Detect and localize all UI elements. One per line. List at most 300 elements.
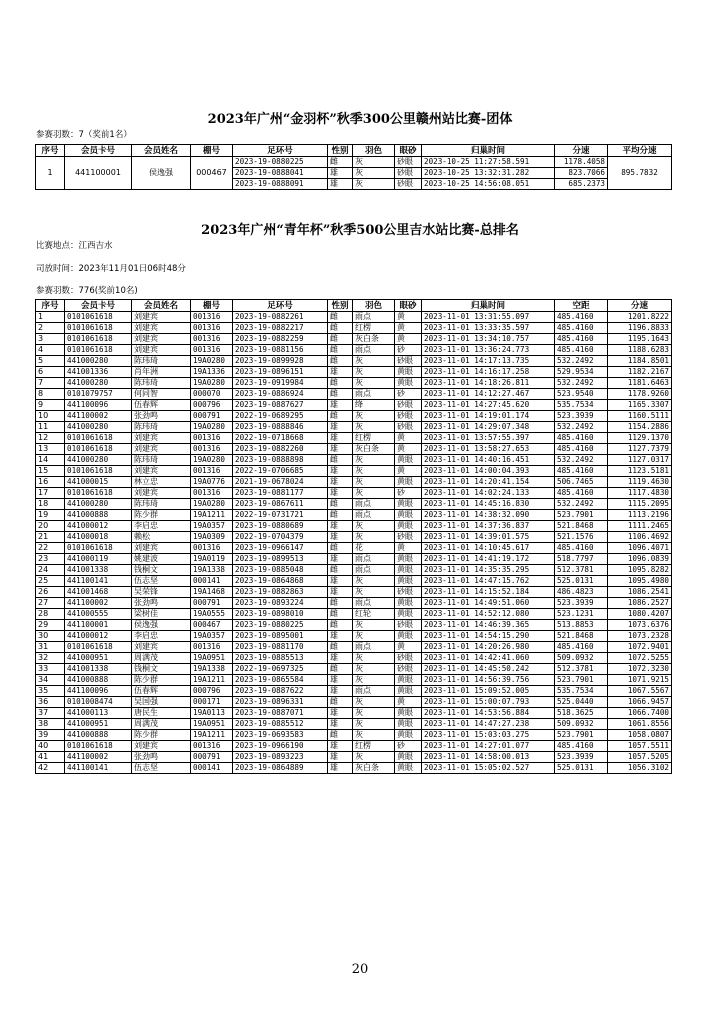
cell-sex: 雌: [328, 345, 353, 356]
cell-seq: 3: [36, 334, 65, 345]
cell-time: 2023-11-01 14:00:04.393: [422, 466, 555, 477]
cell-color: 灰: [353, 532, 395, 543]
cell-ring: 2023-19-0864889: [233, 763, 328, 774]
cell-time: 2023-11-01 14:27:45.620: [422, 400, 555, 411]
cell-name: 吴国强: [132, 697, 191, 708]
cell-distance: 523.1231: [555, 609, 608, 620]
cell-loft: 19A0280: [191, 378, 233, 389]
cell-distance: 525.0131: [555, 576, 608, 587]
cell-distance: 521.8468: [555, 631, 608, 642]
cell-sex: 雄: [328, 444, 353, 455]
cell-ring: 2023-19-0881177: [233, 488, 328, 499]
cell-card: 441000280: [65, 356, 132, 367]
column-header: 会员姓名: [132, 300, 191, 312]
cell-ring: 2023-19-0880225: [233, 620, 328, 631]
cell-time: 2023-11-01 13:31:55.097: [422, 312, 555, 323]
cell-speed: 1096.0839: [608, 554, 672, 565]
cell-eye: 黄眼: [395, 730, 422, 741]
cell-sex: 雄: [328, 532, 353, 543]
cell-speed: 1086.2541: [608, 587, 672, 598]
cell-ring: 2023-19-0966190: [233, 741, 328, 752]
cell-ring: 2022-19-0718668: [233, 433, 328, 444]
cell-eye: 黄眼: [395, 565, 422, 576]
cell-speed: 823.7066: [555, 168, 608, 179]
cell-loft: 19A0357: [191, 631, 233, 642]
cell-time: 2023-11-01 14:52:12.080: [422, 609, 555, 620]
cell-seq: 28: [36, 609, 65, 620]
cell-name: 陈玮琦: [132, 422, 191, 433]
cell-name: 刘建宾: [132, 444, 191, 455]
cell-sex: 雄: [328, 422, 353, 433]
cell-sex: 雄: [328, 675, 353, 686]
cell-color: 雨点: [353, 686, 395, 697]
cell-distance: 535.7534: [555, 686, 608, 697]
team-participants: 参赛羽数：7（奖前1名）: [36, 130, 132, 140]
cell-card: 441001336: [65, 367, 132, 378]
cell-color: 灰: [353, 521, 395, 532]
cell-card: 441001338: [65, 565, 132, 576]
cell-card: 0101061618: [65, 433, 132, 444]
cell-name: 侯逸强: [132, 157, 191, 190]
cell-color: 灰白条: [353, 444, 395, 455]
cell-ring: 2021-19-0678024: [233, 477, 328, 488]
cell-color: 灰: [353, 752, 395, 763]
cell-seq: 18: [36, 499, 65, 510]
cell-eye: 黄眼: [395, 499, 422, 510]
table-row: [36, 157, 672, 168]
cell-card: 441000888: [65, 510, 132, 521]
table-row: [36, 345, 672, 356]
table-row: [36, 752, 672, 763]
cell-speed: 1182.2167: [608, 367, 672, 378]
cell-name: 刘建宾: [132, 323, 191, 334]
table-row: [36, 730, 672, 741]
cell-eye: 黄眼: [395, 719, 422, 730]
cell-speed: 1086.2527: [608, 598, 672, 609]
cell-color: 雨点: [353, 565, 395, 576]
cell-eye: 砂: [395, 345, 422, 356]
cell-seq: 13: [36, 444, 65, 455]
cell-loft: 19A0119: [191, 554, 233, 565]
column-header: 足环号: [233, 145, 328, 157]
cell-loft: 000796: [191, 686, 233, 697]
cell-name: 伍志坚: [132, 763, 191, 774]
cell-card: 441000888: [65, 675, 132, 686]
cell-seq: 23: [36, 554, 65, 565]
cell-ring: 2023-19-0881156: [233, 345, 328, 356]
cell-distance: 521.1576: [555, 532, 608, 543]
cell-seq: 1: [36, 157, 65, 190]
cell-seq: 15: [36, 466, 65, 477]
cell-seq: 19: [36, 510, 65, 521]
table-row: [36, 664, 672, 675]
cell-loft: 19A0951: [191, 719, 233, 730]
cell-ring: 2022-19-0704379: [233, 532, 328, 543]
cell-speed: 1123.5181: [608, 466, 672, 477]
cell-time: 2023-11-01 14:42:41.060: [422, 653, 555, 664]
cell-name: 张劲鸣: [132, 598, 191, 609]
cell-eye: 黄眼: [395, 675, 422, 686]
cell-speed: 1072.9401: [608, 642, 672, 653]
cell-eye: 黄: [395, 433, 422, 444]
cell-eye: 黄: [395, 312, 422, 323]
cell-name: 周满茂: [132, 653, 191, 664]
cell-card: 441100096: [65, 400, 132, 411]
cell-sex: 雌: [328, 157, 353, 168]
cell-card: 441000012: [65, 631, 132, 642]
cell-name: 刘建宾: [132, 345, 191, 356]
cell-distance: 485.4160: [555, 444, 608, 455]
cell-distance: 532.2492: [555, 378, 608, 389]
table-row: [36, 411, 672, 422]
cell-name: 刘建宾: [132, 433, 191, 444]
cell-seq: 5: [36, 356, 65, 367]
cell-seq: 29: [36, 620, 65, 631]
cell-name: 刘建宾: [132, 466, 191, 477]
cell-distance: 485.4160: [555, 741, 608, 752]
cell-sex: 雄: [328, 477, 353, 488]
cell-ring: 2023-19-0867611: [233, 499, 328, 510]
team-title: 2023年广州“金羽杯”秋季300公里赣州站比赛-团体: [207, 112, 513, 127]
cell-ring: 2023-19-0888091: [233, 179, 328, 190]
cell-ring: 2023-19-0885513: [233, 653, 328, 664]
cell-eye: 砂: [395, 741, 422, 752]
cell-time: 2023-11-01 14:29:07.348: [422, 422, 555, 433]
column-header: 棚号: [191, 300, 233, 312]
cell-ring: 2023-19-0895001: [233, 631, 328, 642]
cell-distance: 485.4160: [555, 323, 608, 334]
table-row: [36, 334, 672, 345]
cell-ring: 2023-19-0693583: [233, 730, 328, 741]
cell-speed: 1057.5511: [608, 741, 672, 752]
cell-ring: 2023-19-0888898: [233, 455, 328, 466]
cell-color: 灰: [353, 411, 395, 422]
cell-seq: 7: [36, 378, 65, 389]
cell-name: 刘建宾: [132, 312, 191, 323]
cell-ring: 2022-19-0706685: [233, 466, 328, 477]
cell-seq: 16: [36, 477, 65, 488]
cell-speed: 1058.0807: [608, 730, 672, 741]
cell-sex: 雌: [328, 378, 353, 389]
cell-time: 2023-11-01 13:36:24.773: [422, 345, 555, 356]
cell-card: 0101061618: [65, 642, 132, 653]
cell-loft: 000791: [191, 411, 233, 422]
cell-ring: 2023-19-0885048: [233, 565, 328, 576]
column-header: 眼砂: [395, 300, 422, 312]
cell-time: 2023-10-25 14:56:08.051: [422, 179, 555, 190]
table-row: [36, 620, 672, 631]
cell-loft: 001316: [191, 312, 233, 323]
cell-loft: 19A1211: [191, 730, 233, 741]
column-header: 归巢时间: [422, 300, 555, 312]
cell-seq: 12: [36, 433, 65, 444]
table-row: [36, 323, 672, 334]
table-row: [36, 576, 672, 587]
column-header: 会员姓名: [132, 145, 191, 157]
table-row: [36, 554, 672, 565]
cell-name: 张劲鸣: [132, 411, 191, 422]
cell-card: 0101079757: [65, 389, 132, 400]
table-row: [36, 521, 672, 532]
cell-seq: 37: [36, 708, 65, 719]
cell-sex: 雌: [328, 664, 353, 675]
table-row: [36, 598, 672, 609]
cell-seq: 31: [36, 642, 65, 653]
cell-eye: 砂眼: [395, 587, 422, 598]
cell-speed: 1095.4980: [608, 576, 672, 587]
cell-ring: 2023-19-0899928: [233, 356, 328, 367]
cell-avg: 895.7832: [608, 157, 672, 190]
cell-color: 灰: [353, 719, 395, 730]
cell-card: 441100141: [65, 576, 132, 587]
cell-seq: 40: [36, 741, 65, 752]
cell-time: 2023-11-01 14:18:26.811: [422, 378, 555, 389]
cell-card: 441000012: [65, 521, 132, 532]
cell-color: 雨点: [353, 499, 395, 510]
cell-ring: 2023-19-0919984: [233, 378, 328, 389]
cell-color: 灰: [353, 378, 395, 389]
column-header: 足环号: [233, 300, 328, 312]
cell-eye: 黄眼: [395, 367, 422, 378]
cell-card: 441000280: [65, 378, 132, 389]
cell-time: 2023-11-01 15:03:03.275: [422, 730, 555, 741]
cell-speed: 1111.2465: [608, 521, 672, 532]
column-header: 棚号: [191, 145, 233, 157]
cell-color: 灰: [353, 477, 395, 488]
cell-seq: 34: [36, 675, 65, 686]
cell-card: 441100002: [65, 598, 132, 609]
cell-card: 441000015: [65, 477, 132, 488]
cell-name: 刘建宾: [132, 543, 191, 554]
cell-ring: 2023-19-0886924: [233, 389, 328, 400]
cell-sex: 雄: [328, 708, 353, 719]
cell-sex: 雌: [328, 411, 353, 422]
cell-loft: 000171: [191, 697, 233, 708]
cell-name: 陈玮琦: [132, 378, 191, 389]
cell-eye: 黄: [395, 323, 422, 334]
cell-sex: 雄: [328, 466, 353, 477]
cell-time: 2023-11-01 13:58:27.653: [422, 444, 555, 455]
cell-ring: 2023-19-0882863: [233, 587, 328, 598]
cell-speed: 1056.3102: [608, 763, 672, 774]
cell-time: 2023-11-01 14:39:01.575: [422, 532, 555, 543]
cell-loft: 19A1336: [191, 367, 233, 378]
cell-speed: 1080.4207: [608, 609, 672, 620]
cell-speed: 1117.4830: [608, 488, 672, 499]
cell-eye: 黄眼: [395, 708, 422, 719]
table-row: [36, 356, 672, 367]
cell-color: 灰: [353, 422, 395, 433]
cell-color: 雨点: [353, 312, 395, 323]
table-row: [36, 444, 672, 455]
cell-seq: 14: [36, 455, 65, 466]
cell-color: 灰: [353, 697, 395, 708]
cell-seq: 20: [36, 521, 65, 532]
cell-sex: 雌: [328, 499, 353, 510]
cell-ring: 2022-19-0697325: [233, 664, 328, 675]
cell-name: 陈玮琦: [132, 356, 191, 367]
cell-seq: 42: [36, 763, 65, 774]
cell-sex: 雌: [328, 620, 353, 631]
column-header: 羽色: [353, 300, 395, 312]
cell-color: 灰: [353, 455, 395, 466]
cell-color: 灰: [353, 488, 395, 499]
cell-speed: 1061.8556: [608, 719, 672, 730]
cell-speed: 1188.6283: [608, 345, 672, 356]
cell-name: 姚建波: [132, 554, 191, 565]
cell-time: 2023-10-25 11:27:58.591: [422, 157, 555, 168]
cell-card: 441100002: [65, 411, 132, 422]
cell-distance: 485.4160: [555, 488, 608, 499]
cell-sex: 雌: [328, 455, 353, 466]
cell-seq: 9: [36, 400, 65, 411]
cell-sex: 雄: [328, 752, 353, 763]
cell-color: 红楞: [353, 741, 395, 752]
cell-speed: 1201.8222: [608, 312, 672, 323]
cell-loft: 001316: [191, 334, 233, 345]
cell-loft: 19A1338: [191, 664, 233, 675]
cell-time: 2023-11-01 14:15:52.184: [422, 587, 555, 598]
cell-card: 441100001: [65, 157, 132, 190]
cell-seq: 22: [36, 543, 65, 554]
cell-distance: 513.8853: [555, 620, 608, 631]
cell-eye: 砂眼: [395, 157, 422, 168]
cell-distance: 485.4160: [555, 466, 608, 477]
cell-sex: 雄: [328, 488, 353, 499]
cell-seq: 10: [36, 411, 65, 422]
cell-name: 伍志坚: [132, 576, 191, 587]
cell-sex: 雌: [328, 356, 353, 367]
cell-card: 441100002: [65, 752, 132, 763]
table-row: [36, 686, 672, 697]
cell-ring: 2023-19-0893223: [233, 752, 328, 763]
cell-time: 2023-11-01 13:34:10.757: [422, 334, 555, 345]
cell-name: 吴荣锋: [132, 587, 191, 598]
table-row: [36, 422, 672, 433]
cell-ring: 2023-19-0893224: [233, 598, 328, 609]
table-row: [36, 389, 672, 400]
column-header: 眼砂: [395, 145, 422, 157]
cell-card: 441000951: [65, 653, 132, 664]
cell-card: 441000280: [65, 455, 132, 466]
cell-ring: 2023-19-0887627: [233, 400, 328, 411]
cell-seq: 4: [36, 345, 65, 356]
cell-loft: 001316: [191, 345, 233, 356]
table-row: [36, 378, 672, 389]
cell-eye: 砂眼: [395, 532, 422, 543]
race-release-time: 司放时间：2023年11月01日06时48分: [36, 264, 186, 274]
table-row: [36, 719, 672, 730]
cell-distance: 509.0932: [555, 719, 608, 730]
race-header-row: [36, 300, 672, 312]
column-header: 性别: [328, 145, 353, 157]
cell-name: 陈少群: [132, 510, 191, 521]
cell-seq: 17: [36, 488, 65, 499]
cell-sex: 雌: [328, 334, 353, 345]
cell-distance: 523.7901: [555, 730, 608, 741]
cell-speed: 1115.2095: [608, 499, 672, 510]
cell-time: 2023-11-01 14:27:01.077: [422, 741, 555, 752]
cell-speed: 1057.5205: [608, 752, 672, 763]
cell-distance: 512.3781: [555, 664, 608, 675]
cell-sex: 雌: [328, 642, 353, 653]
cell-distance: 523.7901: [555, 675, 608, 686]
cell-sex: 雌: [328, 312, 353, 323]
cell-eye: 黄眼: [395, 576, 422, 587]
cell-speed: 1178.9260: [608, 389, 672, 400]
cell-time: 2023-11-01 14:58:00.013: [422, 752, 555, 763]
cell-name: 唐民生: [132, 708, 191, 719]
cell-eye: 砂眼: [395, 664, 422, 675]
cell-loft: 000141: [191, 763, 233, 774]
cell-distance: 535.7534: [555, 400, 608, 411]
cell-loft: 19A0113: [191, 708, 233, 719]
cell-ring: 2023-19-0880689: [233, 521, 328, 532]
cell-sex: 雌: [328, 543, 353, 554]
table-row: [36, 455, 672, 466]
cell-color: 灰: [353, 675, 395, 686]
cell-loft: 19A1338: [191, 565, 233, 576]
cell-sex: 雌: [328, 697, 353, 708]
cell-color: 红轮: [353, 609, 395, 620]
cell-distance: 523.3939: [555, 411, 608, 422]
cell-speed: 1067.5567: [608, 686, 672, 697]
cell-eye: 黄眼: [395, 631, 422, 642]
cell-ring: 2022-19-0689295: [233, 411, 328, 422]
cell-loft: 001316: [191, 741, 233, 752]
cell-distance: 485.4160: [555, 642, 608, 653]
cell-seq: 39: [36, 730, 65, 741]
cell-distance: 512.3781: [555, 565, 608, 576]
cell-color: 灰: [353, 620, 395, 631]
cell-name: 陈少群: [132, 675, 191, 686]
cell-time: 2023-11-01 14:46:39.365: [422, 620, 555, 631]
cell-loft: 19A1468: [191, 587, 233, 598]
cell-card: 441000280: [65, 499, 132, 510]
cell-ring: 2023-19-0887071: [233, 708, 328, 719]
cell-color: 雨点: [353, 642, 395, 653]
cell-ring: 2023-19-0864868: [233, 576, 328, 587]
cell-card: 0101061618: [65, 488, 132, 499]
cell-distance: 521.8468: [555, 521, 608, 532]
cell-card: 0101061618: [65, 334, 132, 345]
table-row: [36, 565, 672, 576]
cell-seq: 2: [36, 323, 65, 334]
cell-speed: 1119.4630: [608, 477, 672, 488]
cell-time: 2023-10-25 13:32:31.282: [422, 168, 555, 179]
cell-color: 灰: [353, 708, 395, 719]
cell-card: 0101061618: [65, 543, 132, 554]
cell-loft: 19A0280: [191, 422, 233, 433]
cell-sex: 雌: [328, 565, 353, 576]
cell-color: 灰: [353, 157, 395, 168]
cell-color: 灰: [353, 587, 395, 598]
cell-card: 0101061618: [65, 345, 132, 356]
cell-eye: 砂: [395, 488, 422, 499]
cell-eye: 黄: [395, 642, 422, 653]
cell-card: 441001468: [65, 587, 132, 598]
cell-speed: 1154.2886: [608, 422, 672, 433]
cell-loft: 001316: [191, 543, 233, 554]
cell-speed: 1095.8282: [608, 565, 672, 576]
cell-name: 刘建宾: [132, 488, 191, 499]
cell-loft: 19A1211: [191, 675, 233, 686]
cell-ring: 2023-19-0966147: [233, 543, 328, 554]
cell-name: 周满茂: [132, 719, 191, 730]
cell-distance: 532.2492: [555, 356, 608, 367]
cell-card: 0101061618: [65, 312, 132, 323]
cell-sex: 雄: [328, 521, 353, 532]
